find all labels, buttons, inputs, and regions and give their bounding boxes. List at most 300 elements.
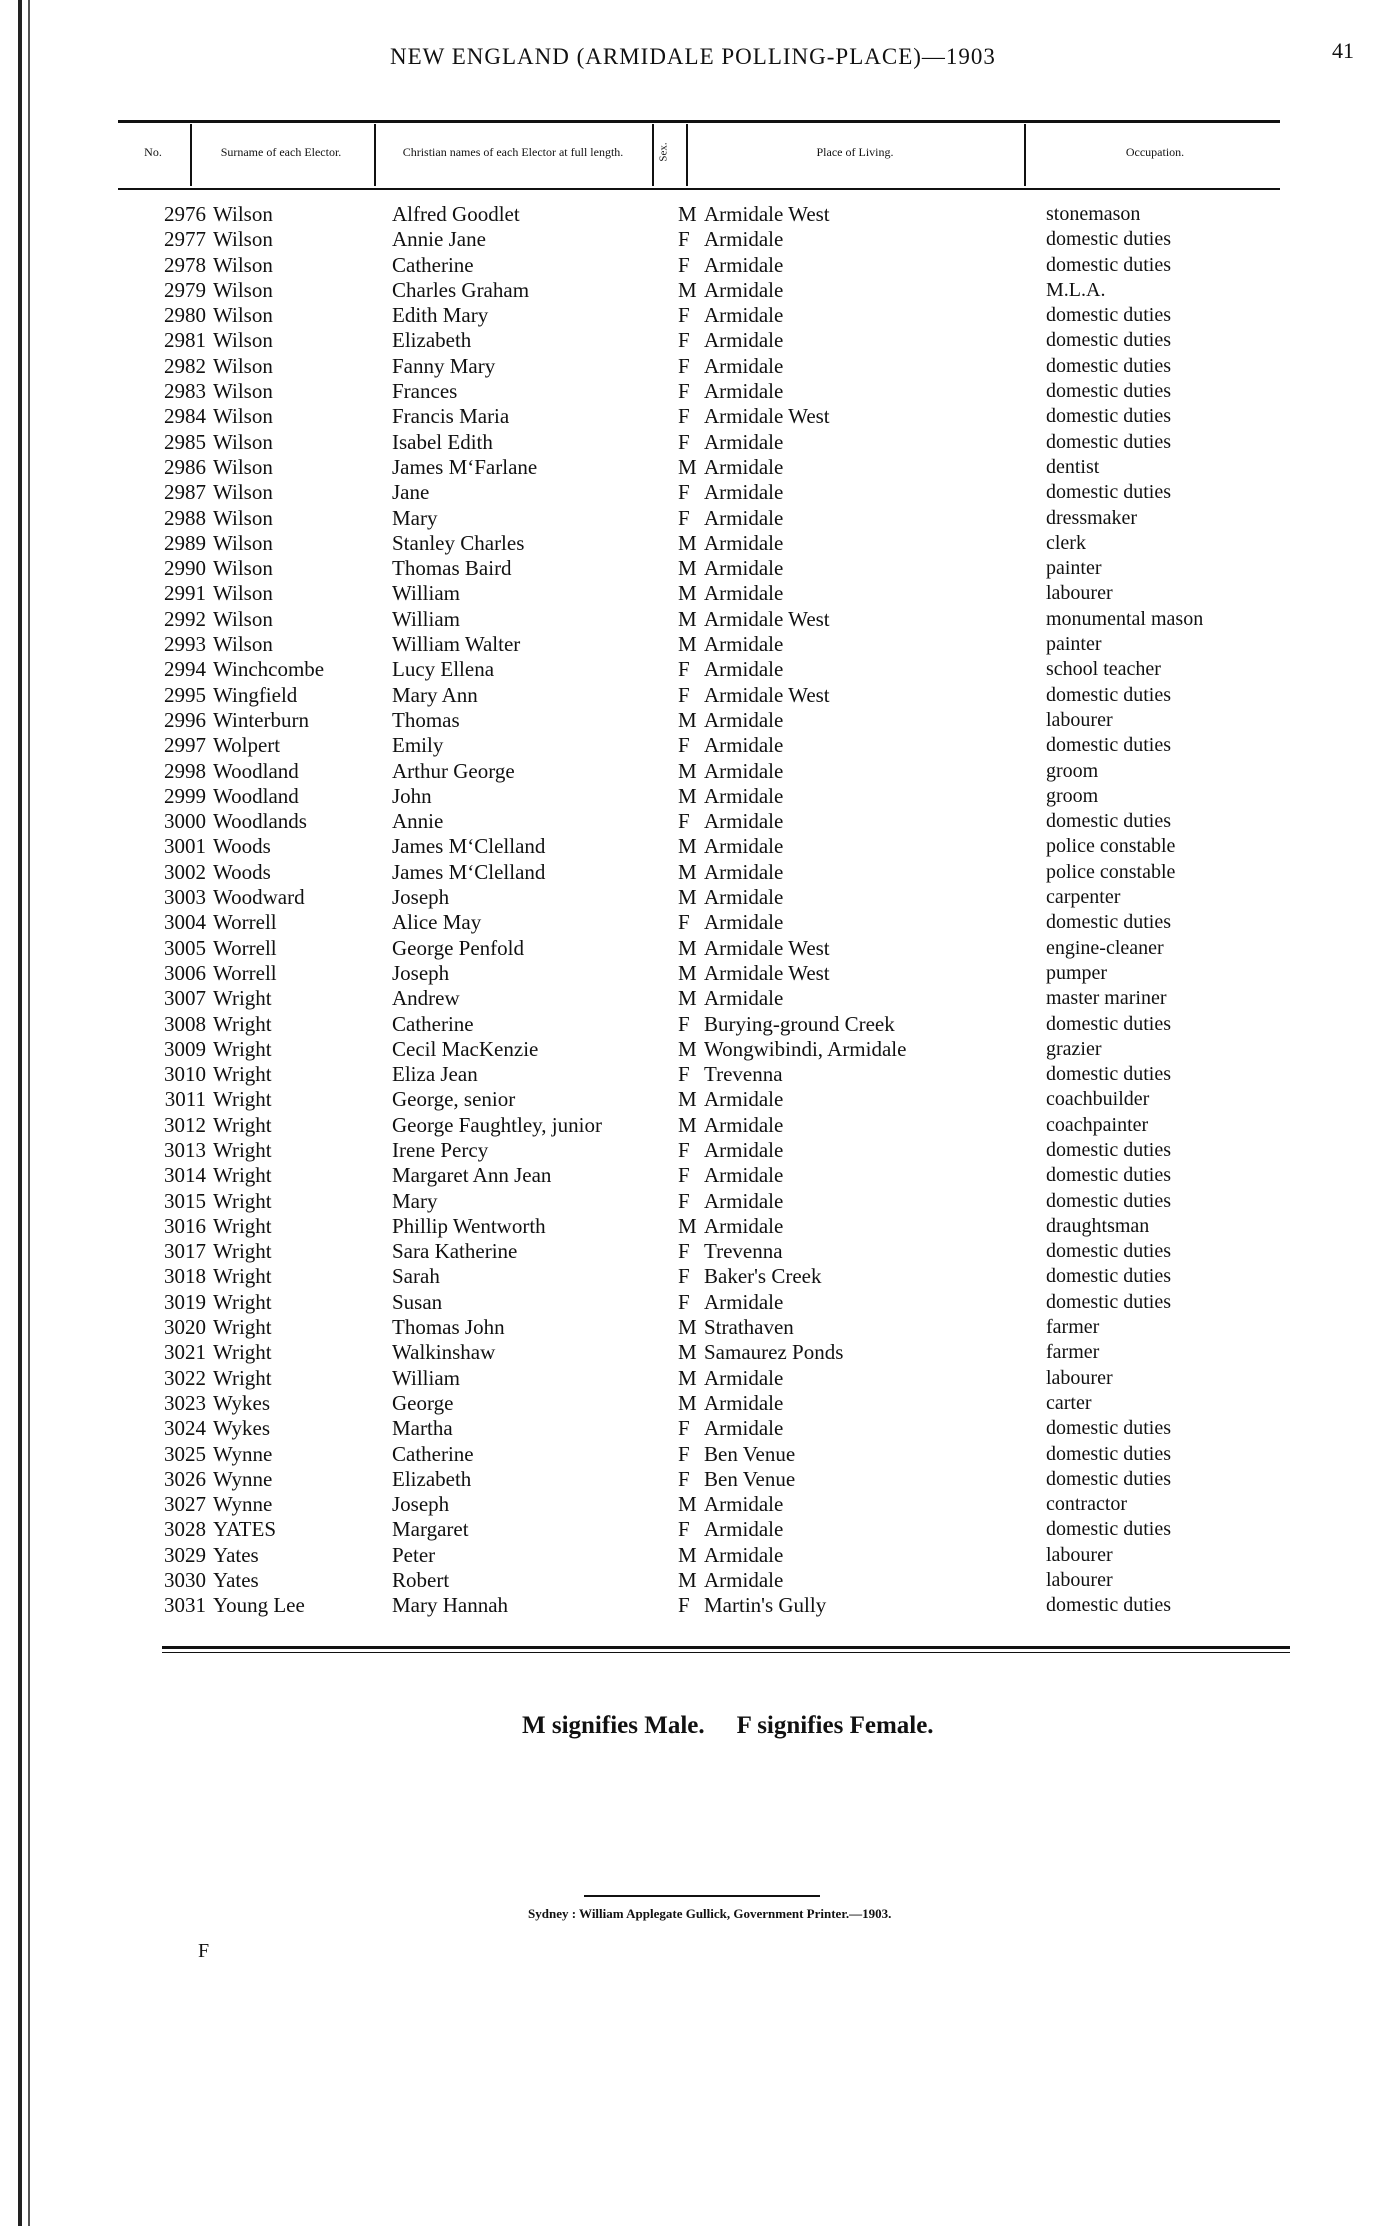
elector-sex: M xyxy=(678,202,697,226)
elector-sex: M xyxy=(678,1568,697,1593)
elector-christian-names: William xyxy=(392,581,460,606)
elector-number: 3030 xyxy=(164,1568,206,1593)
elector-occupation: domestic duties xyxy=(1046,1417,1171,1440)
elector-sex: M xyxy=(678,606,697,631)
elector-sex: F xyxy=(678,1517,690,1542)
elector-christian-names: Elizabeth xyxy=(392,1466,472,1491)
column-header-place: Place of Living. xyxy=(816,144,894,159)
table-row xyxy=(0,1593,1382,1618)
elector-occupation: groom xyxy=(1046,759,1099,782)
elector-christian-names: Jane xyxy=(392,480,430,505)
table-row xyxy=(0,936,1382,961)
elector-sex: M xyxy=(678,783,697,808)
elector-place: Armidale xyxy=(704,1163,784,1188)
elector-sex: M xyxy=(678,556,697,581)
elector-number: 3009 xyxy=(164,1036,206,1061)
elector-place: Armidale xyxy=(704,480,784,505)
legend-male: M signifies Male. xyxy=(522,1712,705,1739)
elector-number: 2982 xyxy=(164,353,206,378)
elector-christian-names: Andrew xyxy=(392,986,460,1011)
elector-number: 2990 xyxy=(164,556,206,581)
elector-place: Armidale xyxy=(704,733,784,758)
elector-sex: M xyxy=(678,277,697,302)
elector-number: 2978 xyxy=(164,252,206,277)
elector-occupation: domestic duties xyxy=(1046,1138,1171,1161)
table-row xyxy=(0,1442,1382,1467)
elector-sex: M xyxy=(678,1340,697,1365)
elector-occupation: labourer xyxy=(1046,708,1113,731)
elector-surname: Wolpert xyxy=(213,733,281,758)
table-row xyxy=(0,683,1382,708)
table-row xyxy=(0,1012,1382,1037)
elector-number: 3027 xyxy=(164,1492,206,1517)
elector-place: Armidale xyxy=(704,758,784,783)
header-bottom-rule xyxy=(118,188,1280,190)
elector-occupation: domestic duties xyxy=(1046,228,1171,251)
elector-occupation: labourer xyxy=(1046,1543,1113,1566)
elector-place: Armidale xyxy=(704,328,784,353)
elector-sex: M xyxy=(678,1390,697,1415)
elector-place: Baker's Creek xyxy=(704,1264,822,1289)
elector-sex: M xyxy=(678,1492,697,1517)
table-row xyxy=(0,1492,1382,1517)
elector-number: 3008 xyxy=(164,1011,206,1036)
elector-sex: F xyxy=(678,1188,690,1213)
elector-place: Armidale xyxy=(704,632,784,657)
table-row xyxy=(0,1315,1382,1340)
printer-imprint: Sydney : William Applegate Gullick, Government Printer.—1903. xyxy=(528,1906,892,1921)
table-row xyxy=(0,1113,1382,1138)
table-row xyxy=(0,328,1382,353)
elector-place: Armidale xyxy=(704,1289,784,1314)
column-divider xyxy=(1024,124,1026,186)
elector-occupation: labourer xyxy=(1046,1366,1113,1389)
elector-occupation: police constable xyxy=(1046,835,1176,858)
elector-sex: F xyxy=(678,480,690,505)
elector-christian-names: Martha xyxy=(392,1416,453,1441)
elector-sex: M xyxy=(678,632,697,657)
elector-christian-names: Joseph xyxy=(392,885,450,910)
elector-place: Armidale West xyxy=(704,682,830,707)
elector-surname: Winterburn xyxy=(213,707,309,732)
elector-christian-names: John xyxy=(392,783,432,808)
elector-number: 3005 xyxy=(164,935,206,960)
elector-surname: Wynne xyxy=(213,1441,273,1466)
elector-place: Armidale xyxy=(704,1112,784,1137)
table-row xyxy=(0,506,1382,531)
column-header-sex xyxy=(652,128,676,176)
elector-christian-names: Robert xyxy=(392,1568,450,1593)
elector-christian-names: Mary Ann xyxy=(392,682,478,707)
elector-place: Armidale xyxy=(704,379,784,404)
elector-place: Burying-ground Creek xyxy=(704,1011,895,1036)
elector-surname: Wright xyxy=(213,1315,272,1340)
elector-sex: M xyxy=(678,1315,697,1340)
elector-occupation: M.L.A. xyxy=(1046,278,1106,301)
signature-mark: F xyxy=(198,1940,210,1962)
elector-sex: F xyxy=(678,379,690,404)
elector-number: 3017 xyxy=(164,1239,206,1264)
elector-christian-names: Cecil MacKenzie xyxy=(392,1036,539,1061)
elector-sex: M xyxy=(678,885,697,910)
elector-occupation: domestic duties xyxy=(1046,683,1171,706)
elector-number: 3021 xyxy=(164,1340,206,1365)
elector-occupation: domestic duties xyxy=(1046,1240,1171,1263)
table-row xyxy=(0,1138,1382,1163)
elector-christian-names: Annie xyxy=(392,809,444,834)
elector-surname: Wright xyxy=(213,1289,272,1314)
elector-sex: F xyxy=(678,1011,690,1036)
elector-surname: Woodland xyxy=(213,783,299,808)
elector-christian-names: William Walter xyxy=(392,632,521,657)
elector-christian-names: Catherine xyxy=(392,1441,474,1466)
elector-christian-names: Arthur George xyxy=(392,758,515,783)
elector-surname: Wilson xyxy=(213,303,273,328)
page-number: 41 xyxy=(1332,38,1354,63)
elector-occupation: domestic duties xyxy=(1046,1594,1171,1617)
elector-number: 3022 xyxy=(164,1365,206,1390)
elector-occupation: domestic duties xyxy=(1046,1265,1171,1288)
elector-number: 2985 xyxy=(164,429,206,454)
elector-surname: YATES xyxy=(213,1517,277,1542)
header-top-rule xyxy=(118,120,1280,123)
elector-surname: Wilson xyxy=(213,556,273,581)
elector-place: Armidale xyxy=(704,885,784,910)
elector-sex: F xyxy=(678,682,690,707)
elector-place: Armidale xyxy=(704,1137,784,1162)
elector-christian-names: Thomas xyxy=(392,707,460,732)
elector-number: 3024 xyxy=(164,1416,206,1441)
elector-number: 3026 xyxy=(164,1466,206,1491)
elector-place: Armidale xyxy=(704,1213,784,1238)
elector-surname: Wilson xyxy=(213,227,273,252)
elector-number: 2992 xyxy=(164,606,206,631)
elector-christian-names: Phillip Wentworth xyxy=(392,1213,546,1238)
elector-occupation: domestic duties xyxy=(1046,810,1171,833)
elector-occupation: pumper xyxy=(1046,961,1108,984)
column-header-occupation: Occupation. xyxy=(1125,144,1185,159)
elector-christian-names: James M‘Clelland xyxy=(392,834,546,859)
elector-place: Armidale xyxy=(704,1416,784,1441)
table-end-rule-thin xyxy=(162,1652,1290,1653)
elector-surname: Wright xyxy=(213,1163,272,1188)
elector-surname: Wright xyxy=(213,1137,272,1162)
elector-surname: Wright xyxy=(213,1036,272,1061)
elector-sex: M xyxy=(678,935,697,960)
elector-number: 3000 xyxy=(164,809,206,834)
elector-place: Armidale xyxy=(704,556,784,581)
elector-christian-names: James M‘Clelland xyxy=(392,859,546,884)
elector-christian-names: Lucy Ellena xyxy=(392,657,495,682)
elector-christian-names: Annie Jane xyxy=(392,227,486,252)
elector-place: Samaurez Ponds xyxy=(704,1340,844,1365)
elector-sex: M xyxy=(678,758,697,783)
table-row xyxy=(0,404,1382,429)
elector-christian-names: Mary xyxy=(392,505,438,530)
elector-number: 3012 xyxy=(164,1112,206,1137)
elector-number: 3031 xyxy=(164,1593,206,1618)
column-header-christian-names: Christian names of each Elector at full length. xyxy=(402,144,624,159)
elector-place: Armidale xyxy=(704,1517,784,1542)
elector-number: 3023 xyxy=(164,1390,206,1415)
table-row xyxy=(0,253,1382,278)
elector-christian-names: James M‘Farlane xyxy=(392,454,538,479)
elector-place: Armidale West xyxy=(704,960,830,985)
elector-sex: M xyxy=(678,581,697,606)
elector-number: 2977 xyxy=(164,227,206,252)
elector-christian-names: Thomas Baird xyxy=(392,556,512,581)
elector-occupation: domestic duties xyxy=(1046,1290,1171,1313)
elector-christian-names: Sarah xyxy=(392,1264,440,1289)
table-row xyxy=(0,1239,1382,1264)
table-row xyxy=(0,961,1382,986)
elector-surname: Wilson xyxy=(213,505,273,530)
elector-surname: Woodlands xyxy=(213,809,307,834)
elector-place: Trevenna xyxy=(704,1062,783,1087)
elector-sex: F xyxy=(678,809,690,834)
elector-surname: Wright xyxy=(213,1365,272,1390)
elector-place: Armidale xyxy=(704,454,784,479)
legend-female: F signifies Female. xyxy=(736,1712,934,1739)
elector-surname: Wynne xyxy=(213,1492,273,1517)
elector-number: 3003 xyxy=(164,885,206,910)
elector-place: Armidale xyxy=(704,252,784,277)
elector-place: Armidale xyxy=(704,1568,784,1593)
elector-sex: M xyxy=(678,530,697,555)
elector-sex: M xyxy=(678,1087,697,1112)
elector-sex: F xyxy=(678,252,690,277)
elector-number: 3028 xyxy=(164,1517,206,1542)
elector-occupation: grazier xyxy=(1046,1037,1102,1060)
elector-surname: Wilson xyxy=(213,530,273,555)
column-divider xyxy=(686,124,688,186)
table-row xyxy=(0,607,1382,632)
elector-occupation: police constable xyxy=(1046,860,1176,883)
table-row xyxy=(0,1391,1382,1416)
elector-number: 2980 xyxy=(164,303,206,328)
elector-sex: F xyxy=(678,733,690,758)
table-row xyxy=(0,1214,1382,1239)
elector-number: 3011 xyxy=(164,1087,206,1112)
elector-number: 2986 xyxy=(164,454,206,479)
elector-occupation: domestic duties xyxy=(1046,329,1171,352)
table-row xyxy=(0,455,1382,480)
elector-number: 3001 xyxy=(164,834,206,859)
elector-occupation: painter xyxy=(1046,557,1102,580)
elector-number: 2998 xyxy=(164,758,206,783)
elector-place: Armidale xyxy=(704,303,784,328)
elector-sex: M xyxy=(678,707,697,732)
column-header-sex-label: Sex. xyxy=(658,142,670,162)
elector-occupation: domestic duties xyxy=(1046,430,1171,453)
elector-surname: Wilson xyxy=(213,632,273,657)
elector-sex: M xyxy=(678,454,697,479)
elector-number: 3015 xyxy=(164,1188,206,1213)
elector-occupation: farmer xyxy=(1046,1341,1100,1364)
elector-sex: F xyxy=(678,1239,690,1264)
elector-number: 3025 xyxy=(164,1441,206,1466)
elector-sex: F xyxy=(678,353,690,378)
elector-occupation: draughtsman xyxy=(1046,1214,1150,1237)
elector-number: 2995 xyxy=(164,682,206,707)
elector-sex: F xyxy=(678,1593,690,1618)
table-row xyxy=(0,1189,1382,1214)
elector-place: Armidale xyxy=(704,1365,784,1390)
table-row xyxy=(0,480,1382,505)
elector-place: Armidale xyxy=(704,353,784,378)
elector-christian-names: Mary Hannah xyxy=(392,1593,509,1618)
elector-occupation: master mariner xyxy=(1046,987,1167,1010)
elector-surname: Wykes xyxy=(213,1390,271,1415)
elector-place: Armidale xyxy=(704,1188,784,1213)
elector-surname: Yates xyxy=(213,1568,259,1593)
elector-christian-names: Joseph xyxy=(392,960,450,985)
elector-place: Armidale xyxy=(704,505,784,530)
elector-sex: F xyxy=(678,1137,690,1162)
table-row xyxy=(0,759,1382,784)
elector-place: Armidale xyxy=(704,581,784,606)
elector-number: 2989 xyxy=(164,530,206,555)
table-row xyxy=(0,1517,1382,1542)
elector-place: Armidale xyxy=(704,707,784,732)
elector-christian-names: Francis Maria xyxy=(392,404,510,429)
elector-number: 2981 xyxy=(164,328,206,353)
table-row xyxy=(0,860,1382,885)
elector-number: 2988 xyxy=(164,505,206,530)
column-divider xyxy=(190,124,192,186)
table-end-rule xyxy=(162,1646,1290,1649)
elector-christian-names: Frances xyxy=(392,379,458,404)
elector-number: 3004 xyxy=(164,910,206,935)
elector-number: 3002 xyxy=(164,859,206,884)
elector-occupation: coachbuilder xyxy=(1046,1088,1150,1111)
elector-sex: M xyxy=(678,986,697,1011)
elector-place: Martin's Gully xyxy=(704,1593,827,1618)
table-row xyxy=(0,910,1382,935)
elector-number: 3013 xyxy=(164,1137,206,1162)
elector-occupation: domestic duties xyxy=(1046,481,1171,504)
elector-number: 2984 xyxy=(164,404,206,429)
table-row xyxy=(0,1037,1382,1062)
elector-sex: F xyxy=(678,404,690,429)
elector-sex: M xyxy=(678,1213,697,1238)
elector-surname: Wright xyxy=(213,1087,272,1112)
table-row xyxy=(0,1163,1382,1188)
elector-occupation: domestic duties xyxy=(1046,354,1171,377)
elector-place: Armidale West xyxy=(704,606,830,631)
elector-place: Armidale xyxy=(704,986,784,1011)
elector-number: 3010 xyxy=(164,1062,206,1087)
elector-christian-names: George, senior xyxy=(392,1087,516,1112)
elector-place: Armidale West xyxy=(704,935,830,960)
elector-occupation: domestic duties xyxy=(1046,1467,1171,1490)
elector-christian-names: Sara Katherine xyxy=(392,1239,518,1264)
elector-occupation: domestic duties xyxy=(1046,734,1171,757)
elector-sex: M xyxy=(678,1112,697,1137)
elector-place: Armidale xyxy=(704,227,784,252)
elector-christian-names: Elizabeth xyxy=(392,328,472,353)
elector-surname: Young Lee xyxy=(213,1593,305,1618)
elector-surname: Wilson xyxy=(213,429,273,454)
elector-sex: F xyxy=(678,657,690,682)
elector-occupation: domestic duties xyxy=(1046,1164,1171,1187)
elector-surname: Wilson xyxy=(213,379,273,404)
elector-surname: Wright xyxy=(213,1213,272,1238)
elector-place: Armidale xyxy=(704,530,784,555)
elector-christian-names: Emily xyxy=(392,733,444,758)
elector-number: 2993 xyxy=(164,632,206,657)
elector-christian-names: Susan xyxy=(392,1289,443,1314)
elector-occupation: dressmaker xyxy=(1046,506,1138,529)
elector-number: 2997 xyxy=(164,733,206,758)
table-row xyxy=(0,202,1382,227)
elector-number: 2991 xyxy=(164,581,206,606)
elector-sex: F xyxy=(678,227,690,252)
elector-christian-names: Fanny Mary xyxy=(392,353,496,378)
elector-surname: Wright xyxy=(213,1239,272,1264)
table-row xyxy=(0,1264,1382,1289)
table-row xyxy=(0,1416,1382,1441)
elector-place: Armidale xyxy=(704,859,784,884)
elector-christian-names: Irene Percy xyxy=(392,1137,489,1162)
elector-sex: F xyxy=(678,505,690,530)
elector-surname: Woodland xyxy=(213,758,299,783)
elector-place: Armidale xyxy=(704,429,784,454)
elector-surname: Wilson xyxy=(213,581,273,606)
elector-place: Ben Venue xyxy=(704,1466,796,1491)
table-row xyxy=(0,1366,1382,1391)
elector-place: Strathaven xyxy=(704,1315,794,1340)
elector-surname: Woods xyxy=(213,834,271,859)
elector-place: Armidale xyxy=(704,910,784,935)
elector-christian-names: Mary xyxy=(392,1188,438,1213)
elector-surname: Wright xyxy=(213,986,272,1011)
elector-sex: F xyxy=(678,910,690,935)
elector-surname: Wingfield xyxy=(213,682,298,707)
elector-christian-names: George xyxy=(392,1390,454,1415)
elector-christian-names: Margaret Ann Jean xyxy=(392,1163,552,1188)
elector-place: Armidale xyxy=(704,1492,784,1517)
elector-sex: F xyxy=(678,429,690,454)
elector-surname: Wilson xyxy=(213,353,273,378)
elector-occupation: labourer xyxy=(1046,1569,1113,1592)
elector-occupation: engine-cleaner xyxy=(1046,936,1164,959)
elector-christian-names: George Faughtley, junior xyxy=(392,1112,602,1137)
table-row xyxy=(0,1087,1382,1112)
table-row xyxy=(0,657,1382,682)
elector-sex: F xyxy=(678,1264,690,1289)
elector-sex: F xyxy=(678,1062,690,1087)
elector-christian-names: Stanley Charles xyxy=(392,530,525,555)
elector-occupation: domestic duties xyxy=(1046,1063,1171,1086)
elector-occupation: clerk xyxy=(1046,531,1086,554)
elector-occupation: carter xyxy=(1046,1391,1092,1414)
elector-number: 3014 xyxy=(164,1163,206,1188)
elector-number: 3029 xyxy=(164,1542,206,1567)
elector-sex: F xyxy=(678,1163,690,1188)
elector-place: Armidale West xyxy=(704,404,830,429)
elector-surname: Wilson xyxy=(213,606,273,631)
elector-sex: F xyxy=(678,1416,690,1441)
elector-place: Armidale xyxy=(704,657,784,682)
elector-occupation: domestic duties xyxy=(1046,405,1171,428)
table-row xyxy=(0,1568,1382,1593)
elector-surname: Winchcombe xyxy=(213,657,325,682)
sex-legend xyxy=(522,1712,934,1740)
table-row xyxy=(0,1543,1382,1568)
elector-place: Armidale xyxy=(704,1087,784,1112)
elector-sex: M xyxy=(678,960,697,985)
